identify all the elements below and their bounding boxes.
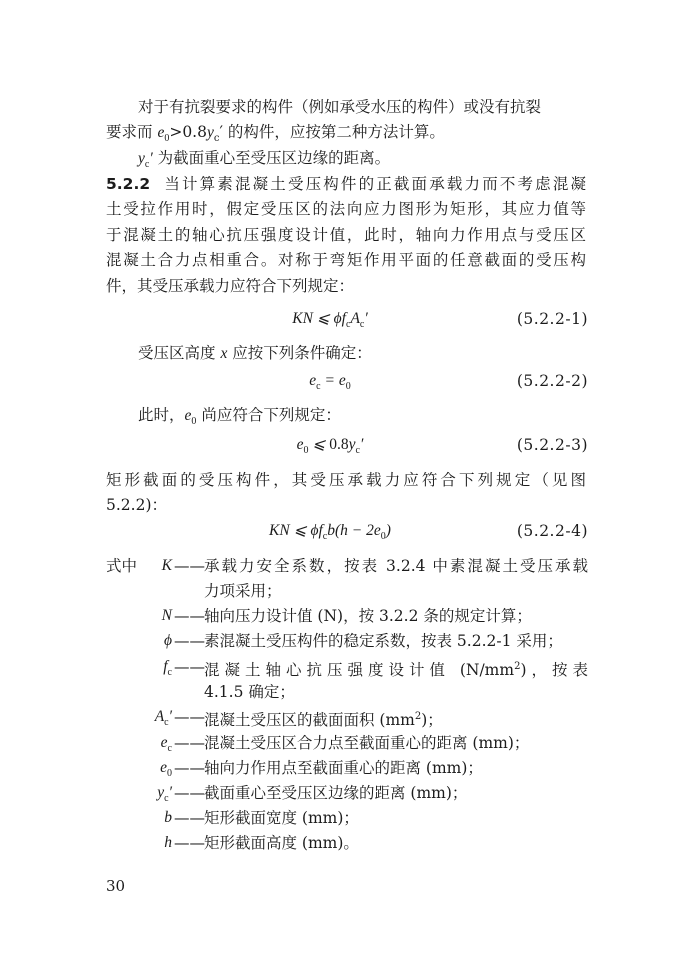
equation-1-number: (5.2.2-1): [516, 310, 588, 328]
e0-symbol: $e_0$: [157, 124, 170, 144]
symbol-b: b: [164, 809, 172, 826]
dash: ——: [174, 557, 205, 575]
symbol-yc: $y_c'$: [157, 784, 172, 804]
then-text: 此时，$e_0$ 尚应符合下列规定：: [138, 406, 341, 427]
symbol-fc: $f_c$: [163, 658, 172, 678]
def-K-cont: 力项采用；: [204, 582, 282, 600]
def-fc: 混凝土轴心抗压强度设计值 $(N/mm^2)$，按表: [204, 661, 588, 679]
definitions-lead: 式中: [106, 557, 138, 575]
symbol-e0: $e_0$: [160, 759, 172, 779]
def-phi: 素混凝土受压构件的稳定系数，按表 5.2.2-1 采用；: [204, 632, 563, 650]
section-line-5: 件，其受压承载力应符合下列规定：: [106, 277, 355, 295]
dash: ——: [174, 708, 205, 726]
def-N: 轴向压力设计值 (N)，按 3.2.2 条的规定计算；: [204, 607, 532, 625]
equation-4: KN ⩽ $\phi f_cb(h - 2e_0)$: [269, 522, 391, 542]
equation-1: KN ⩽ $\phi f_cA_c'$: [292, 310, 368, 330]
symbol-ec: $e_c$: [160, 734, 172, 754]
section-number: 5.2.2: [106, 175, 151, 193]
intro-line-1: 对于有抗裂要求的构件（例如承受水压的构件）或没有抗裂: [138, 98, 542, 116]
def-h: 矩形截面高度 (mm)。: [204, 834, 359, 852]
intro-line-2: 要求而 $e_0>0.8y_c'$ 的构件，应按第二种方法计算。: [106, 123, 445, 144]
rect-line-2: 5.2.2)：: [106, 496, 167, 514]
dash: ——: [174, 784, 205, 802]
def-Ac: 混凝土受压区的截面面积 $(mm^2)$；: [204, 711, 443, 729]
dash: ——: [174, 658, 205, 676]
dash: ——: [174, 734, 205, 752]
yc-symbol: $y_c'$: [138, 150, 153, 170]
equation-4-number: (5.2.2-4): [516, 522, 588, 540]
dash: ——: [174, 632, 205, 650]
def-e0: 轴向力作用点至截面重心的距离 (mm)；: [204, 759, 483, 777]
dash: ——: [174, 809, 205, 827]
section-line-2: 土受拉作用时，假定受压区的法向应力图形为矩形，其应力值等: [106, 200, 586, 218]
intro-line-3: $y_c'$ 为截面重心至受压区边缘的距离。: [138, 149, 391, 170]
symbol-K: K: [161, 557, 172, 574]
dash: ——: [174, 834, 205, 852]
def-b: 矩形截面宽度 (mm)；: [204, 809, 359, 827]
section-line-3: 于混凝土的轴心抗压强度设计值，此时，轴向力作用点与受压区: [106, 226, 586, 244]
gt-condition: $>0.8y_c'$: [169, 123, 223, 144]
page-number: 30: [106, 877, 126, 895]
symbol-h: h: [164, 834, 172, 851]
dash: ——: [174, 759, 205, 777]
equation-3: $e_0$ ⩽ $0.8y_c'$: [296, 436, 364, 456]
def-fc-cont: 4.1.5 确定；: [204, 683, 295, 701]
symbol-Ac: $A_c'$: [154, 708, 172, 728]
equation-2-number: (5.2.2-2): [516, 372, 588, 390]
rect-line-1: 矩形截面的受压构件，其受压承载力应符合下列规定（见图: [106, 471, 586, 489]
symbol-N: N: [161, 607, 172, 624]
height-condition-text: 受压区高度 x 应按下列条件确定：: [138, 344, 372, 362]
section-line-1: 5.2.2 当计算素混凝土受压构件的正截面承载力而不考虑混凝: [106, 175, 586, 193]
def-yc: 截面重心至受压区边缘的距离 (mm)；: [204, 784, 468, 802]
symbol-phi: ϕ: [163, 632, 172, 649]
dash: ——: [174, 607, 205, 625]
equation-2: $e_c = e_0$: [309, 372, 351, 392]
section-line-4: 混凝土合力点相重合。对称于弯矩作用平面的任意截面的受压构: [106, 251, 586, 269]
equation-3-number: (5.2.2-3): [516, 436, 588, 454]
def-K: 承载力安全系数，按表 3.2.4 中素混凝土受压承载: [204, 557, 588, 575]
def-ec: 混凝土受压区合力点至截面重心的距离 (mm)；: [204, 734, 530, 752]
